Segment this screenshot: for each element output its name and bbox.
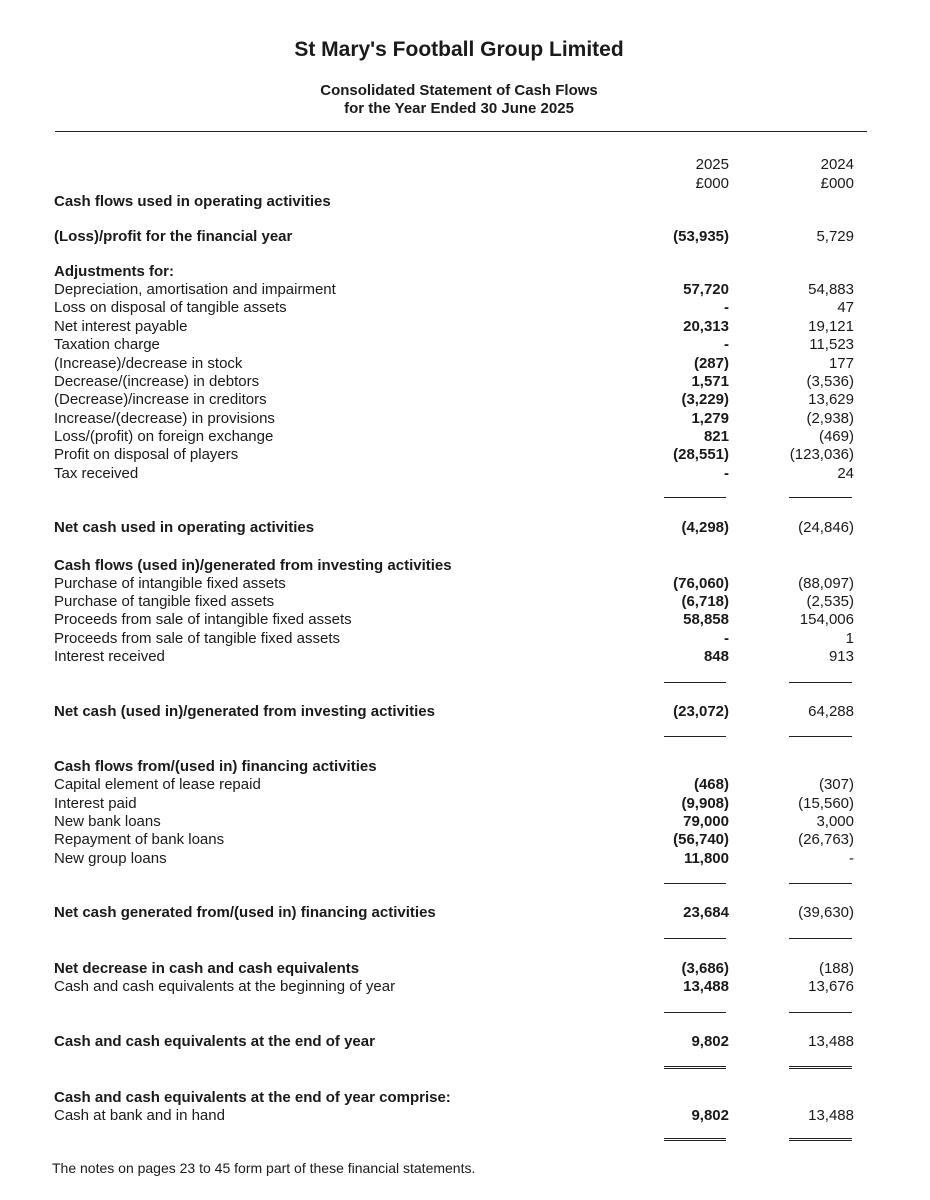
row-value-2025: (56,740) (673, 831, 729, 848)
adjustments-heading: Adjustments for: (54, 263, 174, 280)
row-value-2024: 13,676 (808, 978, 854, 995)
row-value-2025: (287) (693, 355, 729, 372)
subtotal-rule (789, 883, 852, 884)
row-value-2024: (188) (818, 960, 854, 977)
row-label: Net interest payable (54, 318, 188, 335)
footer-note: The notes on pages 23 to 45 form part of these financial statements. (52, 1160, 476, 1176)
row-label: Interest paid (54, 795, 137, 812)
double-total-rule (789, 1138, 852, 1141)
row-label: Proceeds from sale of tangible fixed assets (54, 630, 340, 647)
row-value-2024: 1 (845, 630, 854, 647)
row-value-2025: 79,000 (683, 813, 729, 830)
subtotal-rule (664, 497, 726, 498)
row-value-2024: (2,938) (806, 410, 854, 427)
row-value-2024: (469) (818, 428, 854, 445)
row-value-2025: (468) (693, 776, 729, 793)
row-label: Depreciation, amortisation and impairment (54, 281, 336, 298)
row-value-2025: 13,488 (683, 978, 729, 995)
subtotal-rule (789, 497, 852, 498)
investing-heading: Cash flows (used in)/generated from investing activities (54, 557, 452, 574)
row-label: Increase/(decrease) in provisions (54, 410, 275, 427)
total-rule (664, 938, 726, 939)
row-label: Proceeds from sale of intangible fixed assets (54, 611, 352, 628)
header-divider (55, 131, 867, 132)
row-value-2024: - (849, 850, 854, 867)
company-name: St Mary's Football Group Limited (294, 38, 624, 61)
statement-period: for the Year Ended 30 June 2025 (344, 100, 574, 117)
row-value-2024: (26,763) (798, 831, 854, 848)
row-value-2024: 47 (837, 299, 854, 316)
row-value-2025: 58,858 (683, 611, 729, 628)
row-value-2025: (76,060) (673, 575, 729, 592)
row-value-2025: (53,935) (673, 228, 729, 245)
row-value-2025: - (724, 299, 729, 316)
row-value-2024: (88,097) (798, 575, 854, 592)
row-value-2024: 3,000 (816, 813, 854, 830)
row-value-2025: 57,720 (683, 281, 729, 298)
row-value-2025: (23,072) (673, 703, 729, 720)
subtotal-rule (664, 1012, 726, 1013)
statement-title: Consolidated Statement of Cash Flows (320, 82, 598, 99)
row-value-2024: 54,883 (808, 281, 854, 298)
total-rule (664, 736, 726, 737)
row-label: Net cash used in operating activities (54, 519, 315, 536)
row-label: Repayment of bank loans (54, 831, 225, 848)
row-value-2024: (2,535) (806, 593, 854, 610)
row-value-2024: 5,729 (816, 228, 854, 245)
row-label: Cash and cash equivalents at the end of year (54, 1033, 375, 1050)
row-value-2024: 64,288 (808, 703, 854, 720)
row-label: Net cash generated from/(used in) financing activities (54, 904, 436, 921)
subtotal-rule (664, 682, 726, 683)
row-value-2024: 19,121 (808, 318, 854, 335)
row-value-2024: 154,006 (799, 611, 854, 628)
row-value-2025: (6,718) (681, 593, 729, 610)
row-label: Capital element of lease repaid (54, 776, 261, 793)
row-value-2025: 20,313 (683, 318, 729, 335)
row-label: Loss/(profit) on foreign exchange (54, 428, 274, 445)
subtotal-rule (789, 682, 852, 683)
row-value-2024: 913 (828, 648, 854, 665)
row-value-2025: 9,802 (691, 1107, 729, 1124)
row-label: New group loans (54, 850, 167, 867)
row-value-2024: 13,488 (808, 1033, 854, 1050)
subtotal-rule (789, 1012, 852, 1013)
row-label: Tax received (54, 465, 139, 482)
subtotal-rule (664, 883, 726, 884)
row-value-2024: (24,846) (798, 519, 854, 536)
row-value-2025: 11,800 (683, 850, 729, 867)
row-value-2024: (3,536) (806, 373, 854, 390)
row-label: Purchase of intangible fixed assets (54, 575, 286, 592)
row-label: Purchase of tangible fixed assets (54, 593, 275, 610)
column-year-2024: 2024 (820, 156, 854, 173)
row-value-2025: - (724, 336, 729, 353)
row-label: (Loss)/profit for the financial year (54, 228, 293, 245)
row-value-2024: (15,560) (798, 795, 854, 812)
row-label: Cash and cash equivalents at the beginning of year (54, 978, 396, 995)
column-unit-2024: £000 (820, 175, 854, 192)
row-value-2024: 13,488 (808, 1107, 854, 1124)
row-value-2025: 1,279 (691, 410, 729, 427)
row-value-2025: (9,908) (681, 795, 729, 812)
row-label: (Decrease)/increase in creditors (54, 391, 267, 408)
row-value-2024: 177 (828, 355, 854, 372)
row-value-2025: (3,229) (681, 391, 729, 408)
comprise-heading: Cash and cash equivalents at the end of year comprise: (54, 1089, 451, 1106)
row-label: Net decrease in cash and cash equivalents (54, 960, 360, 977)
row-label: Interest received (54, 648, 165, 665)
row-value-2025: 848 (703, 648, 729, 665)
row-value-2025: 1,571 (691, 373, 729, 390)
row-value-2025: 9,802 (691, 1033, 729, 1050)
row-value-2024: 13,629 (808, 391, 854, 408)
total-rule (789, 938, 852, 939)
row-label: (Increase)/decrease in stock (54, 355, 243, 372)
double-total-rule (789, 1066, 852, 1069)
row-value-2025: 23,684 (683, 904, 729, 921)
financing-heading: Cash flows from/(used in) financing activities (54, 758, 377, 775)
row-value-2025: - (724, 630, 729, 647)
row-value-2025: - (724, 465, 729, 482)
row-value-2024: 11,523 (809, 336, 854, 353)
row-label: Loss on disposal of tangible assets (54, 299, 287, 316)
column-year-2025: 2025 (695, 156, 729, 173)
column-unit-2025: £000 (695, 175, 729, 192)
double-total-rule (664, 1066, 726, 1069)
row-value-2024: (307) (818, 776, 854, 793)
double-total-rule (664, 1138, 726, 1141)
row-value-2024: 24 (837, 465, 854, 482)
row-value-2025: 821 (703, 428, 729, 445)
row-label: New bank loans (54, 813, 161, 830)
row-value-2025: (28,551) (673, 446, 729, 463)
row-label: Decrease/(increase) in debtors (54, 373, 260, 390)
row-value-2025: (4,298) (681, 519, 729, 536)
total-rule (789, 736, 852, 737)
operating-heading: Cash flows used in operating activities (54, 193, 331, 210)
row-label: Cash at bank and in hand (54, 1107, 225, 1124)
row-label: Taxation charge (54, 336, 160, 353)
row-label: Profit on disposal of players (54, 446, 239, 463)
row-label: Net cash (used in)/generated from investing activities (54, 703, 435, 720)
row-value-2025: (3,686) (681, 960, 729, 977)
row-value-2024: (39,630) (798, 904, 854, 921)
row-value-2024: (123,036) (789, 446, 854, 463)
